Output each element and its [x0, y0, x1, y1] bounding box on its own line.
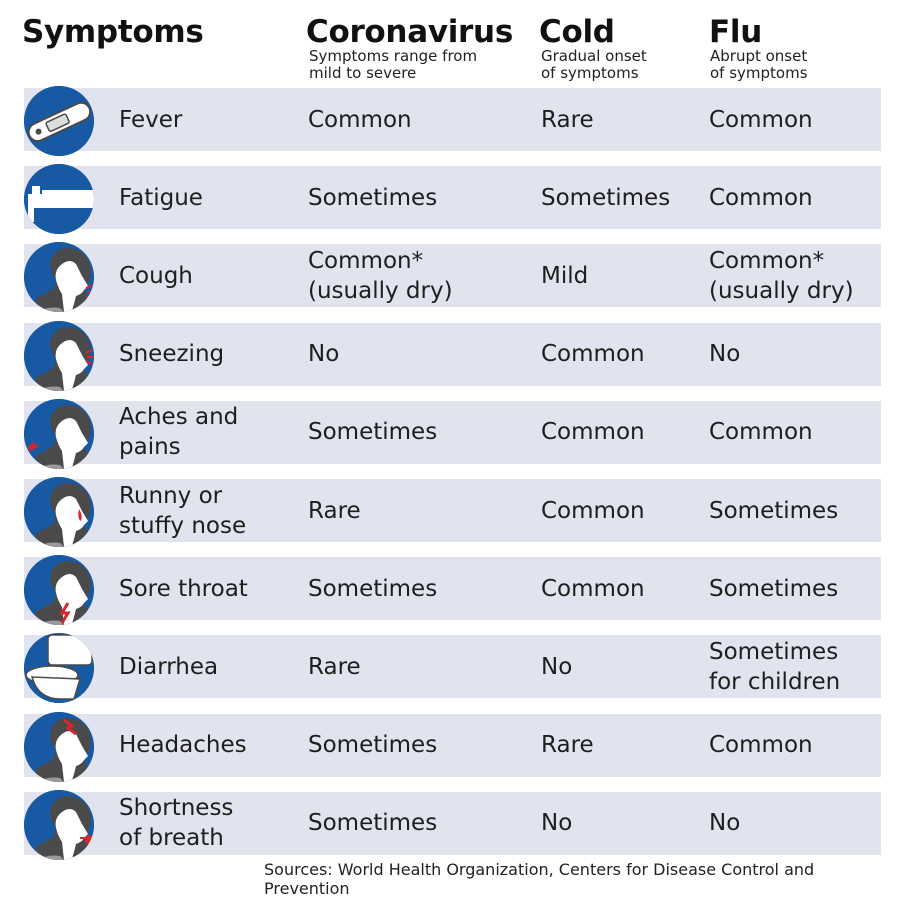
- coronavirus-cell: [308, 635, 538, 698]
- symptom-label: [119, 323, 309, 386]
- cell-line: Sometimes: [308, 810, 438, 837]
- flu-cell: [709, 88, 881, 151]
- table-row: [24, 557, 881, 620]
- coronavirus-cell: [308, 323, 538, 386]
- table-row: [24, 714, 881, 777]
- cell-line: Aches and: [119, 404, 239, 431]
- coronavirus-cell: [308, 244, 538, 307]
- cell-line: Common: [709, 106, 813, 133]
- cell-line: Rare: [541, 732, 594, 759]
- cell-line: Sore throat: [119, 575, 248, 602]
- table-row: [24, 792, 881, 855]
- cold-cell: [541, 479, 706, 542]
- col-title-symptoms: Symptoms: [22, 14, 204, 50]
- coronavirus-cell: [308, 166, 538, 229]
- cell-line: Rare: [308, 497, 361, 524]
- cell-line: Common*: [709, 247, 825, 274]
- table-row: [24, 88, 881, 151]
- sources-note: Sources: World Health Organization, Centers for Disease Control and Prevention: [264, 860, 815, 898]
- cell-line: Sneezing: [119, 341, 225, 368]
- col-sub-cold: [541, 48, 647, 82]
- cell-line: No: [308, 341, 340, 368]
- flu-cell: [709, 244, 881, 307]
- cell-line: pains: [119, 434, 181, 461]
- cold-cell: [541, 635, 706, 698]
- symptom-label: [119, 557, 309, 620]
- flu-cell: [709, 479, 881, 542]
- cell-line: No: [709, 810, 741, 837]
- cold-cell: [541, 401, 706, 464]
- cell-line: Sometimes: [308, 184, 438, 211]
- table-row: [24, 635, 881, 698]
- col-sub-coronavirus: [309, 48, 477, 82]
- thermometer-icon: [24, 86, 94, 156]
- cell-line: No: [541, 810, 573, 837]
- col-sub-line: Abrupt onset: [710, 47, 808, 65]
- cell-line: Fatigue: [119, 184, 203, 211]
- table-row: [24, 166, 881, 229]
- coronavirus-cell: [308, 401, 538, 464]
- flu-cell: [709, 323, 881, 386]
- cell-line: Runny or: [119, 482, 223, 509]
- symptom-label: [119, 401, 309, 464]
- cell-line: Common: [541, 575, 645, 602]
- cell-line: No: [541, 653, 573, 680]
- cell-line: Rare: [308, 653, 361, 680]
- col-sub-flu: [710, 48, 808, 82]
- cell-line: Common*: [308, 247, 424, 274]
- sneeze-head-icon: [24, 321, 94, 391]
- cell-line: Sometimes: [308, 732, 438, 759]
- cell-line: Common: [308, 106, 412, 133]
- cold-cell: [541, 244, 706, 307]
- toilet-icon: [24, 633, 94, 703]
- cough-head-icon: [24, 242, 94, 312]
- table-row: [24, 479, 881, 542]
- cell-line: Sometimes: [541, 184, 671, 211]
- cell-line: Fever: [119, 106, 183, 133]
- cell-line: Common: [541, 341, 645, 368]
- col-title-cold: Cold: [539, 14, 615, 50]
- cell-line: Cough: [119, 262, 193, 289]
- coronavirus-cell: [308, 479, 538, 542]
- col-sub-line: of symptoms: [710, 64, 808, 82]
- cell-line: Sometimes: [709, 638, 839, 665]
- cell-line: Common: [541, 497, 645, 524]
- flu-cell: [709, 714, 881, 777]
- cell-line: Rare: [541, 106, 594, 133]
- cell-line: Sometimes: [308, 419, 438, 446]
- cell-line: Common: [709, 732, 813, 759]
- col-sub-line: mild to severe: [309, 64, 417, 82]
- symptom-label: [119, 479, 309, 542]
- col-sub-line: Symptoms range from: [309, 47, 478, 65]
- col-title-flu: Flu: [709, 14, 762, 50]
- cell-line: Sometimes: [709, 575, 839, 602]
- table-row: [24, 323, 881, 386]
- symptom-label: [119, 166, 309, 229]
- aches-head-icon: [24, 399, 94, 469]
- col-sub-line: of symptoms: [541, 64, 639, 82]
- cell-line: (usually dry): [709, 277, 854, 304]
- cell-line: Headaches: [119, 732, 247, 759]
- cold-cell: [541, 792, 706, 855]
- cold-cell: [541, 714, 706, 777]
- symptom-label: [119, 244, 309, 307]
- runny-nose-head-icon: [24, 477, 94, 547]
- cell-line: (usually dry): [308, 277, 453, 304]
- cold-cell: [541, 88, 706, 151]
- cell-line: No: [709, 341, 741, 368]
- cell-line: Shortness: [119, 795, 234, 822]
- flu-cell: [709, 792, 881, 855]
- symptom-label: [119, 714, 309, 777]
- cell-line: Common: [709, 184, 813, 211]
- symptom-label: [119, 88, 309, 151]
- cell-line: Diarrhea: [119, 653, 219, 680]
- flu-cell: [709, 166, 881, 229]
- table-row: [24, 401, 881, 464]
- symptom-label: [119, 792, 309, 855]
- coronavirus-cell: [308, 792, 538, 855]
- sore-throat-head-icon: [24, 555, 94, 625]
- cell-line: Sometimes: [308, 575, 438, 602]
- cold-cell: [541, 323, 706, 386]
- cell-line: stuffy nose: [119, 512, 247, 539]
- cold-cell: [541, 557, 706, 620]
- cell-line: Sometimes: [709, 497, 839, 524]
- cell-line: of breath: [119, 825, 224, 852]
- headache-head-icon: [24, 712, 94, 782]
- col-sub-line: Gradual onset: [541, 47, 647, 65]
- cell-line: Common: [709, 419, 813, 446]
- breath-head-icon: [24, 790, 94, 860]
- flu-cell: [709, 557, 881, 620]
- table-row: [24, 244, 881, 307]
- flu-cell: [709, 401, 881, 464]
- symptom-label: [119, 635, 309, 698]
- cell-line: for children: [709, 668, 841, 695]
- flu-cell: [709, 635, 881, 698]
- bed-icon: [24, 164, 94, 234]
- cold-cell: [541, 166, 706, 229]
- coronavirus-cell: [308, 557, 538, 620]
- cell-line: Mild: [541, 262, 589, 289]
- col-title-coronavirus: Coronavirus: [306, 14, 513, 50]
- coronavirus-cell: [308, 88, 538, 151]
- coronavirus-cell: [308, 714, 538, 777]
- cell-line: Common: [541, 419, 645, 446]
